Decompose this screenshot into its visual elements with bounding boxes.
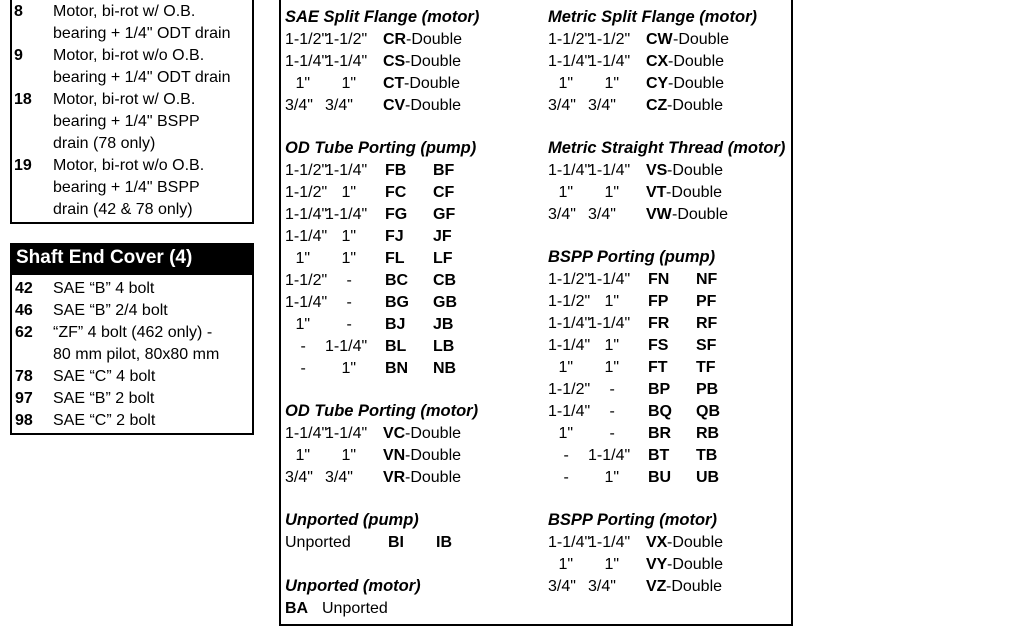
port-size-a: 1-1/2" bbox=[548, 31, 591, 48]
port-code-suffix: -Double bbox=[405, 97, 462, 114]
cover-code: 78 bbox=[15, 368, 33, 385]
port-code: IB bbox=[436, 534, 452, 551]
port-code: CY bbox=[646, 75, 669, 92]
port-size-b: - bbox=[346, 294, 352, 311]
port-size-b: 1-1/4" bbox=[325, 206, 368, 223]
port-code-suffix: -Double bbox=[405, 53, 462, 70]
cover-code: 42 bbox=[15, 280, 33, 297]
section-title: OD Tube Porting (motor) bbox=[285, 402, 479, 420]
option-code: 9 bbox=[14, 47, 23, 64]
port-code: VT bbox=[646, 184, 667, 201]
unported-label: Unported bbox=[285, 534, 351, 551]
port-size-a: 1-1/4" bbox=[285, 53, 328, 70]
cover-description: “ZF” 4 bolt (462 only) - bbox=[53, 324, 213, 341]
port-code: JF bbox=[433, 228, 452, 245]
port-size-a: 1" bbox=[295, 447, 311, 464]
port-code-suffix: -Double bbox=[673, 31, 730, 48]
port-code: BL bbox=[385, 338, 407, 355]
port-code: CV bbox=[383, 97, 406, 114]
port-size-b: 3/4" bbox=[588, 97, 616, 114]
port-code: BG bbox=[385, 294, 409, 311]
port-size-a: - bbox=[300, 360, 306, 377]
port-size-a: 3/4" bbox=[285, 97, 313, 114]
port-code: FJ bbox=[385, 228, 404, 245]
port-code: BR bbox=[648, 425, 672, 442]
port-code: VR bbox=[383, 469, 406, 486]
port-size-a: - bbox=[563, 469, 569, 486]
section-title: BSPP Porting (pump) bbox=[548, 248, 716, 266]
port-size-a: 1" bbox=[295, 316, 311, 333]
section-title: OD Tube Porting (pump) bbox=[285, 139, 477, 157]
port-size-b: - bbox=[609, 403, 615, 420]
port-size-a: 1-1/2" bbox=[285, 31, 328, 48]
port-size-b: 3/4" bbox=[588, 578, 616, 595]
port-code: VS bbox=[646, 162, 668, 179]
port-code: VX bbox=[646, 534, 668, 551]
port-code-suffix: -Double bbox=[668, 75, 725, 92]
port-size-a: 1-1/2" bbox=[548, 271, 591, 288]
option-description: drain (42 & 78 only) bbox=[53, 201, 193, 218]
port-size-b: 1-1/4" bbox=[325, 338, 368, 355]
port-code: TB bbox=[696, 447, 718, 464]
port-code: FP bbox=[648, 293, 669, 310]
port-code: CR bbox=[383, 31, 407, 48]
port-code: GF bbox=[433, 206, 456, 223]
section-title: BSPP Porting (motor) bbox=[548, 511, 717, 529]
port-size-b: 1" bbox=[341, 250, 357, 267]
option-description: drain (78 only) bbox=[53, 135, 156, 152]
port-size-b: 1" bbox=[341, 184, 357, 201]
port-code: UB bbox=[696, 469, 720, 486]
port-code-suffix: -Double bbox=[666, 184, 723, 201]
port-size-a: 1-1/2" bbox=[548, 293, 591, 310]
port-size-b: 1-1/4" bbox=[588, 447, 631, 464]
port-size-a: 1-1/4" bbox=[285, 425, 328, 442]
cover-description: SAE “C” 4 bolt bbox=[53, 368, 156, 385]
port-code: VW bbox=[646, 206, 672, 223]
port-code: CF bbox=[433, 184, 455, 201]
option-description: Motor, bi-rot w/ O.B. bbox=[53, 91, 196, 108]
port-size-b: 1-1/4" bbox=[588, 315, 631, 332]
port-code-suffix: -Double bbox=[668, 53, 725, 70]
port-size-a: 1-1/4" bbox=[548, 53, 591, 70]
port-size-b: 1" bbox=[604, 337, 620, 354]
port-code: CX bbox=[646, 53, 669, 70]
option-description: Motor, bi-rot w/ O.B. bbox=[53, 3, 196, 20]
port-size-a: 1" bbox=[558, 556, 574, 573]
port-code: NB bbox=[433, 360, 457, 377]
port-code: FG bbox=[385, 206, 408, 223]
port-code: FC bbox=[385, 184, 407, 201]
port-size-b: 1" bbox=[341, 360, 357, 377]
port-size-a: 1-1/4" bbox=[548, 315, 591, 332]
port-code-suffix: -Double bbox=[666, 578, 723, 595]
cover-description: SAE “B” 2/4 bolt bbox=[53, 302, 168, 319]
port-size-b: 1" bbox=[604, 293, 620, 310]
port-size-b: 1" bbox=[604, 556, 620, 573]
port-size-b: 3/4" bbox=[588, 206, 616, 223]
port-code: BU bbox=[648, 469, 672, 486]
shaft-end-cover-header: Shaft End Cover (4) bbox=[10, 243, 254, 275]
port-code: CS bbox=[383, 53, 406, 70]
section-title: Metric Straight Thread (motor) bbox=[548, 139, 786, 157]
port-code: PF bbox=[696, 293, 717, 310]
port-size-a: 1-1/4" bbox=[548, 403, 591, 420]
port-size-b: - bbox=[609, 381, 615, 398]
port-size-a: 1-1/4" bbox=[548, 162, 591, 179]
port-code: FN bbox=[648, 271, 670, 288]
port-size-a: 1" bbox=[558, 359, 574, 376]
option-description: bearing + 1/4" BSPP bbox=[53, 113, 200, 130]
option-code: 19 bbox=[14, 157, 32, 174]
port-size-b: 1-1/2" bbox=[588, 31, 631, 48]
port-size-b: 1" bbox=[604, 469, 620, 486]
port-size-b: 1-1/2" bbox=[325, 31, 368, 48]
cover-code: 98 bbox=[15, 412, 33, 429]
section-title: Metric Split Flange (motor) bbox=[548, 8, 758, 26]
port-code: FS bbox=[648, 337, 669, 354]
option-code: 8 bbox=[14, 3, 23, 20]
port-size-a: 1-1/2" bbox=[285, 184, 328, 201]
port-code-suffix: -Double bbox=[667, 97, 724, 114]
port-code: VC bbox=[383, 425, 406, 442]
port-size-a: 1-1/4" bbox=[285, 294, 328, 311]
port-code: BI bbox=[388, 534, 404, 551]
port-code: FT bbox=[648, 359, 668, 376]
port-size-b: 1" bbox=[604, 184, 620, 201]
cover-description: 80 mm pilot, 80x80 mm bbox=[53, 346, 220, 363]
port-size-a: 3/4" bbox=[285, 469, 313, 486]
cover-description: SAE “C” 2 bolt bbox=[53, 412, 156, 429]
port-size-a: 1-1/2" bbox=[285, 162, 328, 179]
port-size-b: 1" bbox=[341, 228, 357, 245]
cover-description: SAE “B” 2 bolt bbox=[53, 390, 155, 407]
option-description: bearing + 1/4" ODT drain bbox=[53, 69, 231, 86]
port-size-a: 3/4" bbox=[548, 97, 576, 114]
option-description: bearing + 1/4" BSPP bbox=[53, 179, 200, 196]
port-code: QB bbox=[696, 403, 720, 420]
port-code: JB bbox=[433, 316, 454, 333]
port-code-suffix: -Double bbox=[667, 162, 724, 179]
option-description: Motor, bi-rot w/o O.B. bbox=[53, 47, 205, 64]
port-code-suffix: -Double bbox=[404, 75, 461, 92]
port-size-a: 1" bbox=[558, 184, 574, 201]
port-code: VY bbox=[646, 556, 668, 573]
section-title: Unported (motor) bbox=[285, 577, 421, 595]
port-code: FR bbox=[648, 315, 670, 332]
port-code-suffix: -Double bbox=[405, 447, 462, 464]
port-size-a: 3/4" bbox=[548, 206, 576, 223]
cover-description: SAE “B” 4 bolt bbox=[53, 280, 155, 297]
port-size-a: - bbox=[300, 338, 306, 355]
port-code: CZ bbox=[646, 97, 668, 114]
port-code-suffix: -Double bbox=[405, 425, 462, 442]
port-size-a: 1-1/4" bbox=[285, 206, 328, 223]
port-size-b: 1" bbox=[341, 447, 357, 464]
port-code: NF bbox=[696, 271, 718, 288]
port-code-suffix: -Double bbox=[667, 556, 724, 573]
port-size-b: 1-1/4" bbox=[325, 53, 368, 70]
port-code-suffix: -Double bbox=[672, 206, 729, 223]
section-title: Unported (pump) bbox=[285, 511, 419, 529]
port-size-b: 1-1/4" bbox=[588, 271, 631, 288]
port-code: RF bbox=[696, 315, 718, 332]
port-size-b: 1-1/4" bbox=[325, 162, 368, 179]
port-size-b: 3/4" bbox=[325, 97, 353, 114]
section-title: SAE Split Flange (motor) bbox=[285, 8, 480, 26]
port-code-suffix: -Double bbox=[667, 534, 724, 551]
unported-label: Unported bbox=[322, 600, 388, 617]
port-code: CB bbox=[433, 272, 457, 289]
port-size-b: 1-1/4" bbox=[588, 534, 631, 551]
port-size-b: 1" bbox=[604, 75, 620, 92]
port-size-a: 1" bbox=[558, 425, 574, 442]
port-size-a: 1-1/2" bbox=[285, 272, 328, 289]
port-code-suffix: -Double bbox=[406, 31, 463, 48]
port-code: TF bbox=[696, 359, 716, 376]
port-code: BP bbox=[648, 381, 671, 398]
port-size-a: 1" bbox=[558, 75, 574, 92]
port-size-b: 1" bbox=[604, 359, 620, 376]
port-size-a: 1-1/4" bbox=[285, 228, 328, 245]
port-code: BC bbox=[385, 272, 409, 289]
port-code: BA bbox=[285, 600, 309, 617]
port-size-b: 1-1/4" bbox=[588, 162, 631, 179]
port-size-a: 1-1/2" bbox=[548, 381, 591, 398]
port-code-suffix: -Double bbox=[405, 469, 462, 486]
option-description: bearing + 1/4" ODT drain bbox=[53, 25, 231, 42]
port-code: FB bbox=[385, 162, 407, 179]
port-size-b: - bbox=[346, 272, 352, 289]
port-code: FL bbox=[385, 250, 405, 267]
port-code: BN bbox=[385, 360, 409, 377]
port-code: BF bbox=[433, 162, 455, 179]
port-code: GB bbox=[433, 294, 457, 311]
port-size-a: 1-1/4" bbox=[548, 337, 591, 354]
port-size-a: 1" bbox=[295, 250, 311, 267]
port-size-a: 1-1/4" bbox=[548, 534, 591, 551]
port-code: SF bbox=[696, 337, 717, 354]
port-size-b: 1-1/4" bbox=[325, 425, 368, 442]
port-size-a: 3/4" bbox=[548, 578, 576, 595]
port-code: BJ bbox=[385, 316, 406, 333]
port-size-b: 3/4" bbox=[325, 469, 353, 486]
port-size-b: - bbox=[346, 316, 352, 333]
cover-code: 62 bbox=[15, 324, 33, 341]
option-code: 18 bbox=[14, 91, 32, 108]
port-size-b: 1-1/4" bbox=[588, 53, 631, 70]
port-size-b: 1" bbox=[341, 75, 357, 92]
port-code: RB bbox=[696, 425, 720, 442]
port-code: LB bbox=[433, 338, 455, 355]
port-code: PB bbox=[696, 381, 719, 398]
option-description: Motor, bi-rot w/o O.B. bbox=[53, 157, 205, 174]
port-code: CW bbox=[646, 31, 673, 48]
cover-code: 97 bbox=[15, 390, 33, 407]
port-code: VN bbox=[383, 447, 406, 464]
port-code: BQ bbox=[648, 403, 672, 420]
port-code: CT bbox=[383, 75, 405, 92]
port-code: BT bbox=[648, 447, 670, 464]
port-size-b: - bbox=[609, 425, 615, 442]
port-code: VZ bbox=[646, 578, 667, 595]
port-size-a: - bbox=[563, 447, 569, 464]
cover-code: 46 bbox=[15, 302, 33, 319]
port-code: LF bbox=[433, 250, 453, 267]
port-size-a: 1" bbox=[295, 75, 311, 92]
